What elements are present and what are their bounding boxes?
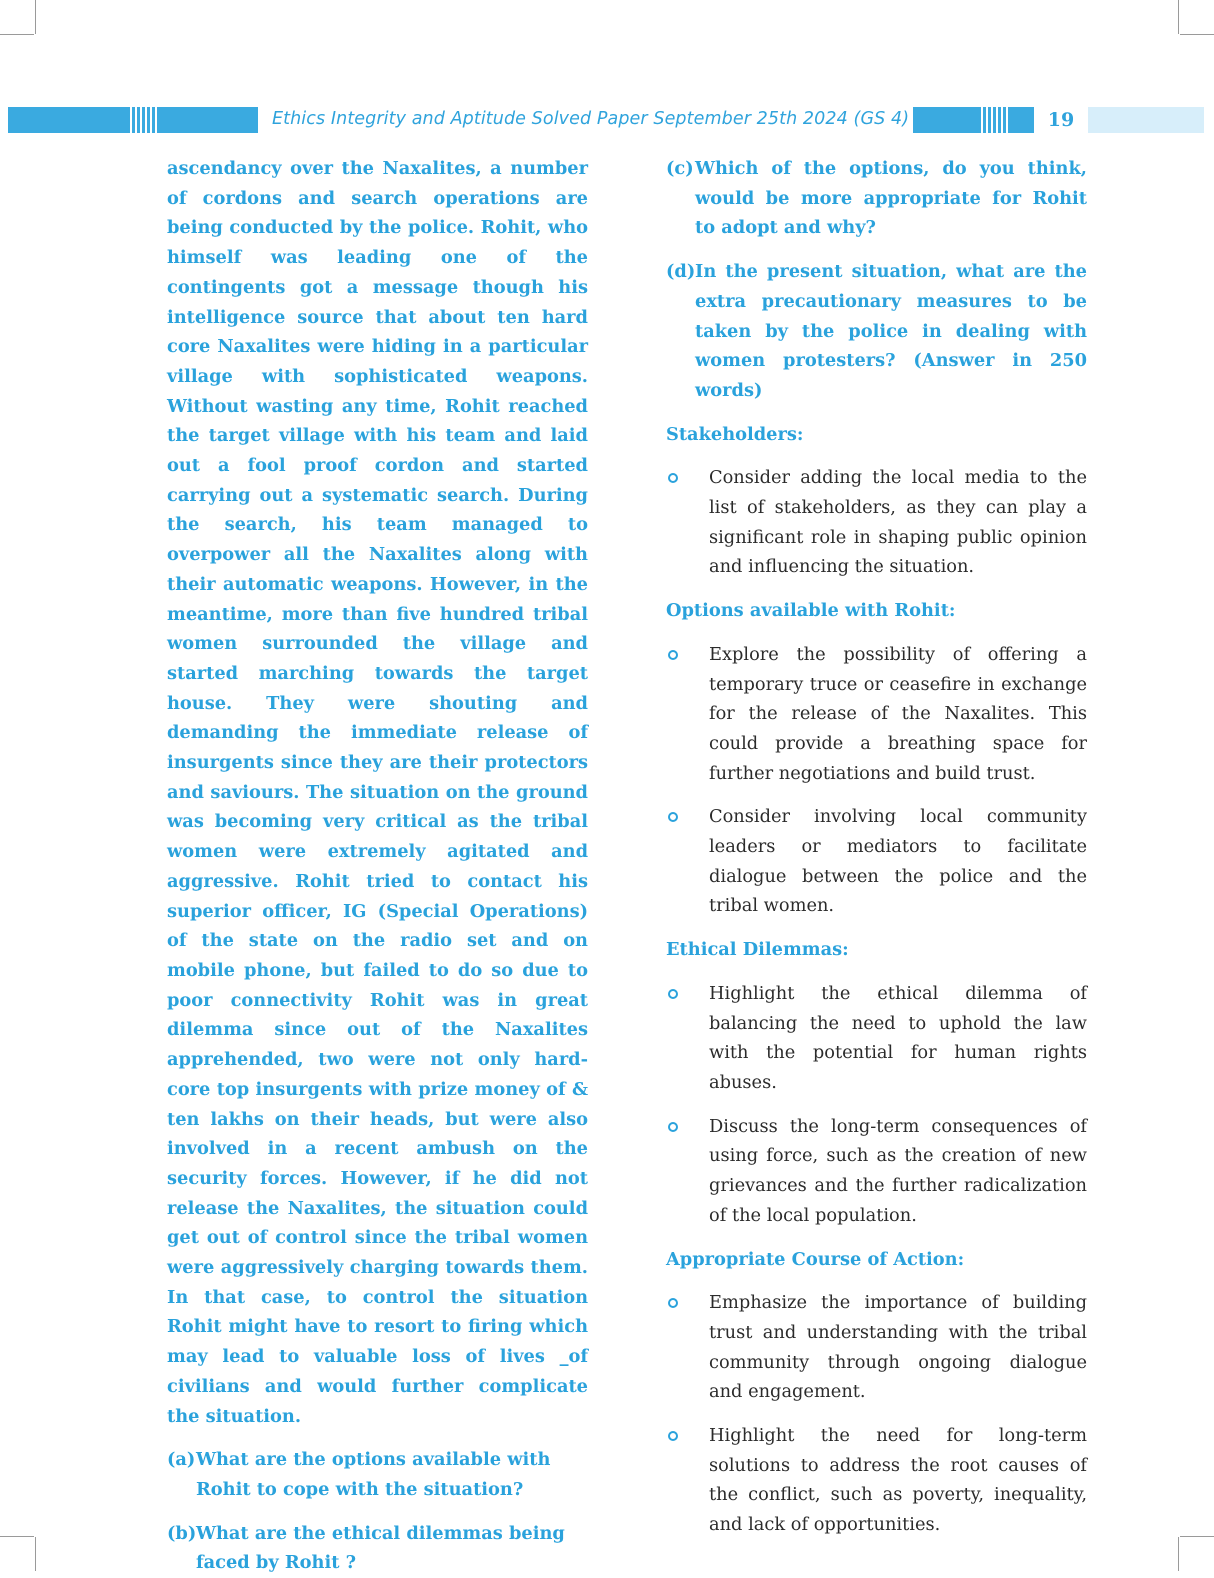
section-stakeholders — [666, 420, 1087, 583]
crop-mark — [1180, 34, 1214, 35]
question-b — [167, 1519, 588, 1578]
header-bar-right — [913, 107, 1034, 133]
question-label: (d) — [666, 261, 696, 283]
header-bar-end — [1088, 107, 1204, 133]
list-item-text: Explore the possibility of offering a temporary truce or ceasefire in exchange for the release of the Naxalites. This could provide a breathing space for further negotiations and build trust. — [709, 643, 1087, 784]
list-item — [666, 463, 1087, 582]
question-a — [167, 1445, 588, 1504]
case-study-paragraph: ascendancy over the Naxalites, a number of cordons and search operations are being conducted by the police. Rohit, who himself was leading one of the contingents got a message though his intelligence source that about ten hard core Naxalites were hiding in a particular village with sophisticated weapons. Without wasting any time, Rohit reached the target village with his team and laid out a fool proof cordon and started carrying out a systematic search. During the search, his team managed to overpower all the Naxalites along with their automatic weapons. However, in the meantime, more than five hundred tribal women surrounded the village and started marching towards the target house. They were shouting and demanding the immediate release of insurgents since they are their protectors and saviours. The situation on the ground was becoming very critical as the tribal women were extremely agitated and aggressive. Rohit tried to contact his superior officer, IG (Special Operations) of the state on the radio set and on mobile phone, but failed to do so due to poor connectivity Rohit was in great dilemma since out of the Naxalites apprehended, two were not only hard-core top insurgents with prize money of & ten lakhs on their heads, but were also involved in a recent ambush on the security forces. However, if he did not release the Naxalites, the situation could get out of control since the tribal women were aggressively charging towards them. In that case, to control the situation Rohit might have to resort to firing which may lead to valuable loss of lives _of civilians and would further complicate the situation. — [167, 158, 588, 1427]
circle-bullet-icon — [668, 812, 678, 822]
section-ethical-dilemmas — [666, 935, 1087, 1230]
circle-bullet-icon — [668, 1298, 678, 1308]
question-label: (c) — [666, 158, 694, 179]
circle-bullet-icon — [668, 650, 678, 660]
crop-mark — [0, 1536, 34, 1537]
section-heading: Ethical Dilemmas: — [666, 939, 849, 961]
crop-mark — [35, 0, 36, 34]
right-column — [666, 154, 1087, 1540]
list-item-text: Consider adding the local media to the list of stakeholders, as they can play a significant role in shaping public opinion and influencing the situation. — [709, 467, 1087, 578]
header-stripes-right — [981, 107, 1008, 133]
question-d — [666, 257, 1087, 406]
circle-bullet-icon — [668, 1122, 678, 1132]
bullet-list — [666, 1288, 1087, 1540]
bullet-list — [666, 640, 1087, 921]
list-item — [666, 802, 1087, 921]
bullet-list — [666, 463, 1087, 582]
circle-bullet-icon — [668, 473, 678, 483]
list-item — [666, 979, 1087, 1098]
question-text: Which of the options, do you think, would be more appropriate for Rohit to adopt and why? — [695, 158, 1087, 239]
question-text: What are the ethical dilemmas being faced by Rohit ? — [196, 1522, 565, 1574]
section-options — [666, 596, 1087, 921]
page-number: 19 — [1047, 109, 1075, 131]
section-heading: Options available with Rohit: — [666, 600, 956, 622]
list-item-text: Highlight the need for long-term solutions to address the root causes of the conflict, such as poverty, inequality, and lack of opportunities. — [709, 1425, 1087, 1536]
section-heading: Appropriate Course of Action: — [666, 1248, 965, 1270]
list-item — [666, 1421, 1087, 1540]
list-item-text: Discuss the long-term consequences of using force, such as the creation of new grievances and the further radicalization of the local population. — [709, 1115, 1087, 1226]
question-c — [666, 154, 1087, 243]
list-item-text: Highlight the ethical dilemma of balancing the need to uphold the law with the potential for human rights abuses. — [709, 982, 1087, 1093]
question-label: (a) — [167, 1449, 196, 1471]
section-course-of-action — [666, 1245, 1087, 1540]
list-item — [666, 640, 1087, 789]
crop-mark — [1180, 1536, 1214, 1537]
list-item-text: Consider involving local community leaders or mediators to facilitate dialogue between the police and the tribal women. — [709, 806, 1087, 917]
header-stripes-left — [130, 107, 157, 133]
running-header-title: Ethics Integrity and Aptitude Solved Paper September 25th 2024 (GS 4) — [272, 109, 910, 129]
crop-mark — [0, 34, 34, 35]
list-item — [666, 1112, 1087, 1231]
question-label: (b) — [167, 1522, 197, 1544]
list-item — [666, 1288, 1087, 1407]
left-column — [167, 154, 588, 1578]
question-text: In the present situation, what are the extra precautionary measures to be taken by the police in dealing with women protesters? (Answer in 250 words) — [695, 261, 1087, 401]
circle-bullet-icon — [668, 989, 678, 999]
bullet-list — [666, 979, 1087, 1231]
circle-bullet-icon — [668, 1431, 678, 1441]
crop-mark — [35, 1537, 36, 1571]
list-item-text: Emphasize the importance of building trust and understanding with the tribal community through ongoing dialogue and engagement. — [709, 1292, 1087, 1403]
section-heading: Stakeholders: — [666, 423, 804, 445]
question-text: What are the options available with Rohit to cope with the situation? — [196, 1449, 551, 1500]
crop-mark — [1178, 0, 1179, 34]
crop-mark — [1178, 1537, 1179, 1571]
